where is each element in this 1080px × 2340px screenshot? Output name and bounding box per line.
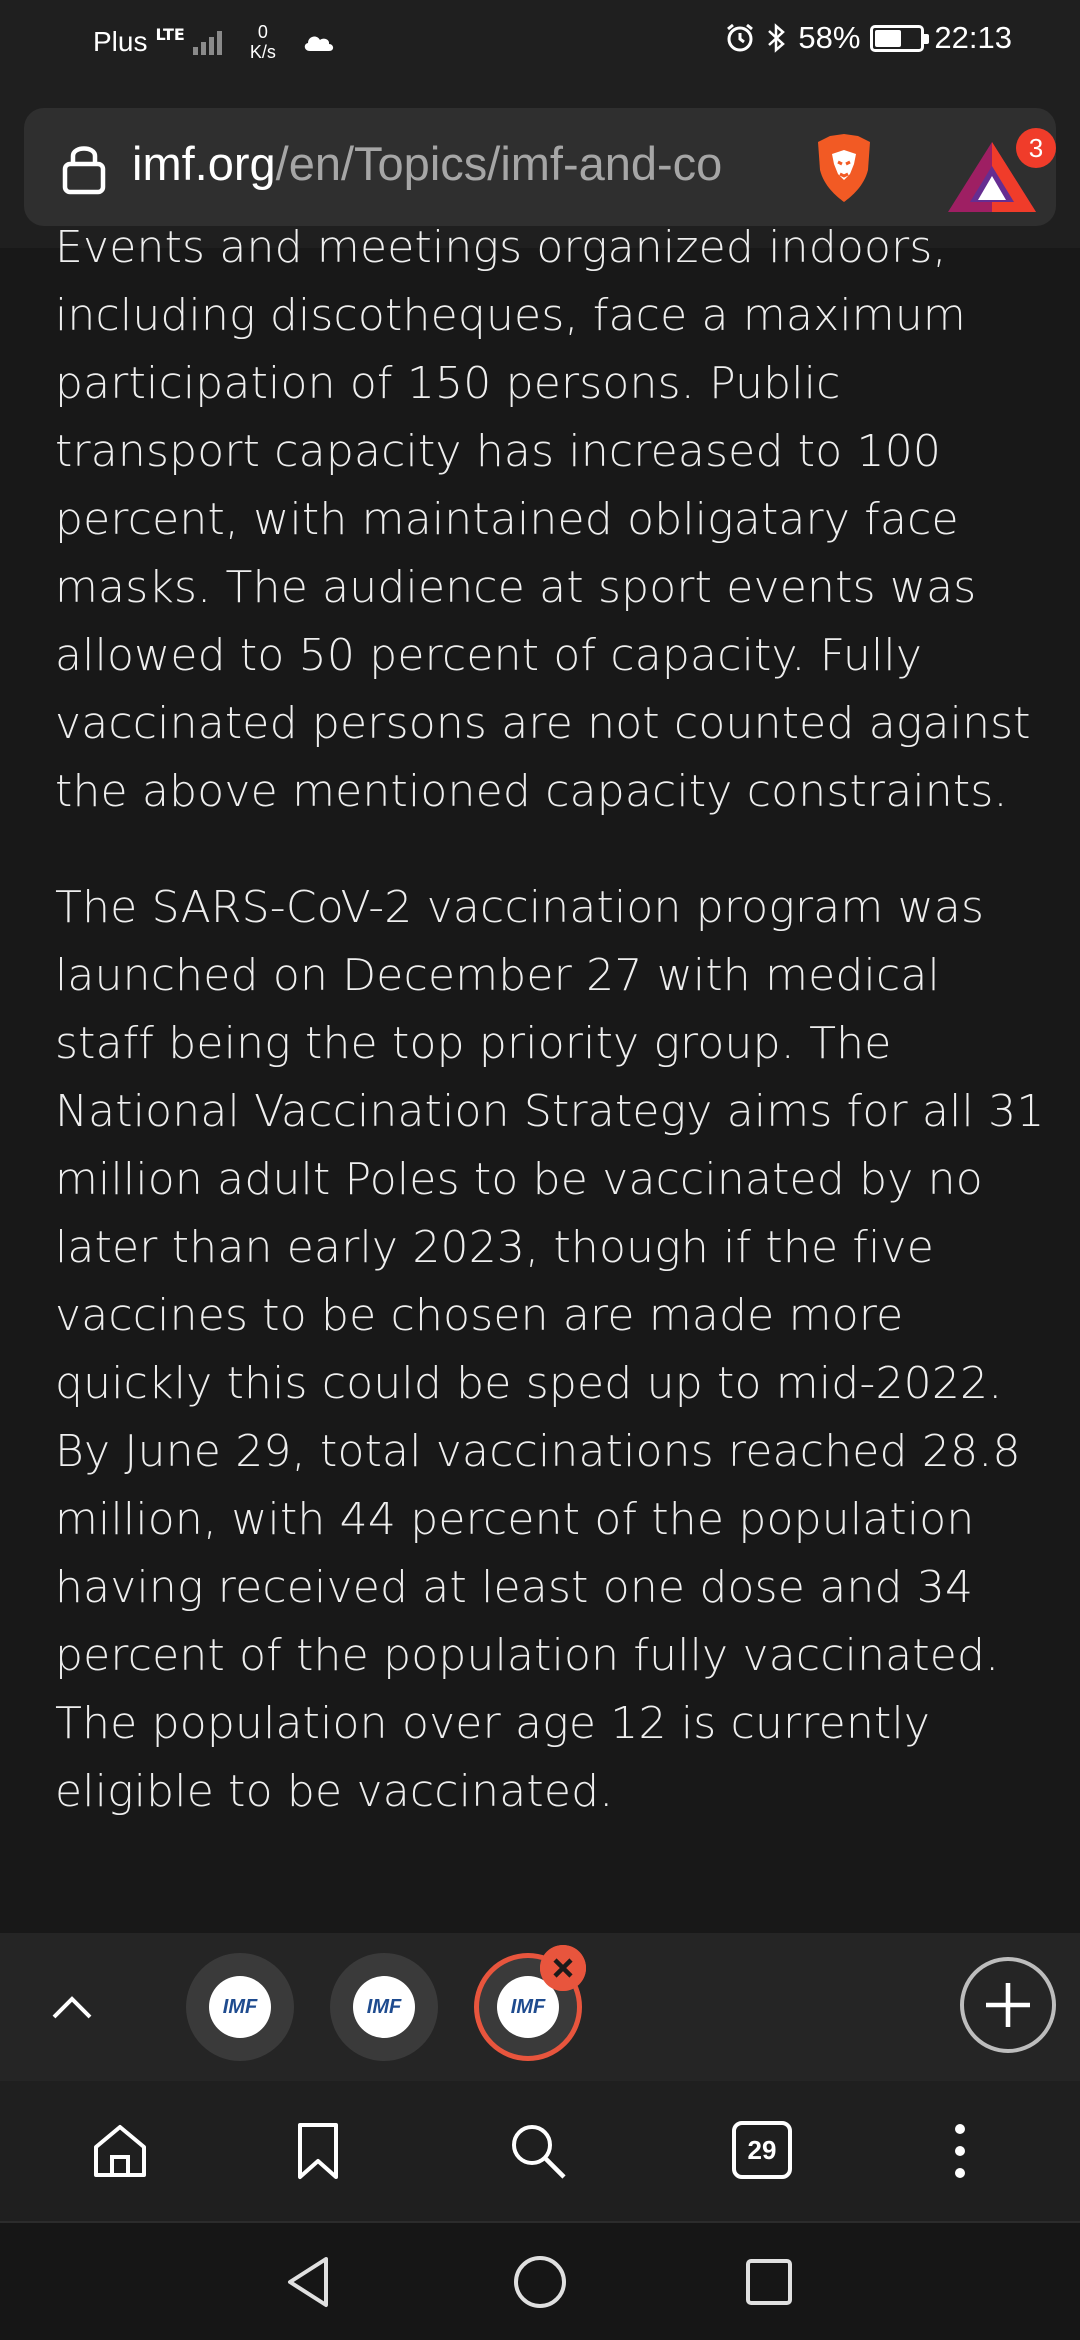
imf-favicon: IMF bbox=[209, 1976, 271, 2038]
article-content bbox=[55, 222, 1045, 1933]
bluetooth-icon bbox=[766, 22, 788, 54]
search-icon[interactable] bbox=[506, 2119, 570, 2183]
home-nav-icon[interactable] bbox=[509, 2251, 571, 2313]
address-bar[interactable] bbox=[24, 108, 1056, 226]
tab-strip bbox=[0, 1933, 1080, 2081]
brave-shield-icon[interactable] bbox=[806, 130, 882, 206]
carrier-name: Plus bbox=[93, 26, 148, 57]
speed-unit: K/s bbox=[249, 42, 276, 62]
recent-apps-icon[interactable] bbox=[738, 2251, 800, 2313]
imf-favicon: IMF bbox=[497, 1976, 559, 2038]
alarm-icon bbox=[724, 22, 756, 54]
bookmark-icon[interactable] bbox=[286, 2119, 350, 2183]
battery-percent: 58% bbox=[798, 20, 861, 55]
url-text[interactable] bbox=[132, 136, 802, 191]
url-path: /en/Topics/imf-and-co bbox=[275, 137, 723, 190]
bottom-toolbar bbox=[0, 2081, 1080, 2221]
home-icon[interactable] bbox=[88, 2119, 152, 2183]
imf-favicon: IMF bbox=[353, 1976, 415, 2038]
new-tab-button[interactable] bbox=[960, 1957, 1056, 2053]
more-options-icon[interactable] bbox=[928, 2119, 992, 2183]
system-navigation-bar bbox=[0, 2221, 1080, 2340]
network-type: LTE bbox=[155, 24, 185, 44]
url-domain: imf.org bbox=[132, 137, 276, 190]
lock-icon[interactable] bbox=[60, 142, 108, 194]
rewards-badge: 3 bbox=[1016, 128, 1056, 168]
article-paragraph: Events and meetings organized indoors, including discotheques, face a maximum participation of 150 persons. Public transport capacity has increased to 100 percent, with maintained obligatary face masks. The audience at sport events was allowed to 50 percent of capacity. Fully vaccinated persons are not counted against the above mentioned capacity constraints. bbox=[55, 222, 1031, 817]
tab-item[interactable] bbox=[330, 1953, 438, 2061]
status-bar bbox=[0, 0, 1080, 88]
cloud-icon bbox=[302, 32, 336, 52]
article-paragraph: The SARS-CoV-2 vaccination program was launched on December 27 with medical staff being the top priority group. The National Vaccination Strategy aims for all 31 million adult Poles to be vaccinated by no later than early 2023, though if the five vaccines to be chosen are made more quickly this could be sped up to mid-2022. By June 29, total vaccinations reached 28.8 million, with 44 percent of the population having received at least one dose and 34 percent of the population fully vaccinated. The population over age 12 is currently eligible to be vaccinated. bbox=[55, 882, 1045, 1817]
tab-item[interactable] bbox=[186, 1953, 294, 2061]
signal-icon bbox=[193, 29, 222, 55]
tab-count-button[interactable]: 29 bbox=[732, 2121, 792, 2179]
speed-value: 0 bbox=[257, 22, 268, 42]
battery-icon bbox=[870, 25, 924, 52]
back-icon[interactable] bbox=[278, 2251, 340, 2313]
network-speed bbox=[250, 22, 276, 62]
clock: 22:13 bbox=[934, 20, 1012, 55]
close-tab-icon[interactable] bbox=[540, 1945, 586, 1991]
chevron-up-icon[interactable] bbox=[48, 1983, 96, 2031]
